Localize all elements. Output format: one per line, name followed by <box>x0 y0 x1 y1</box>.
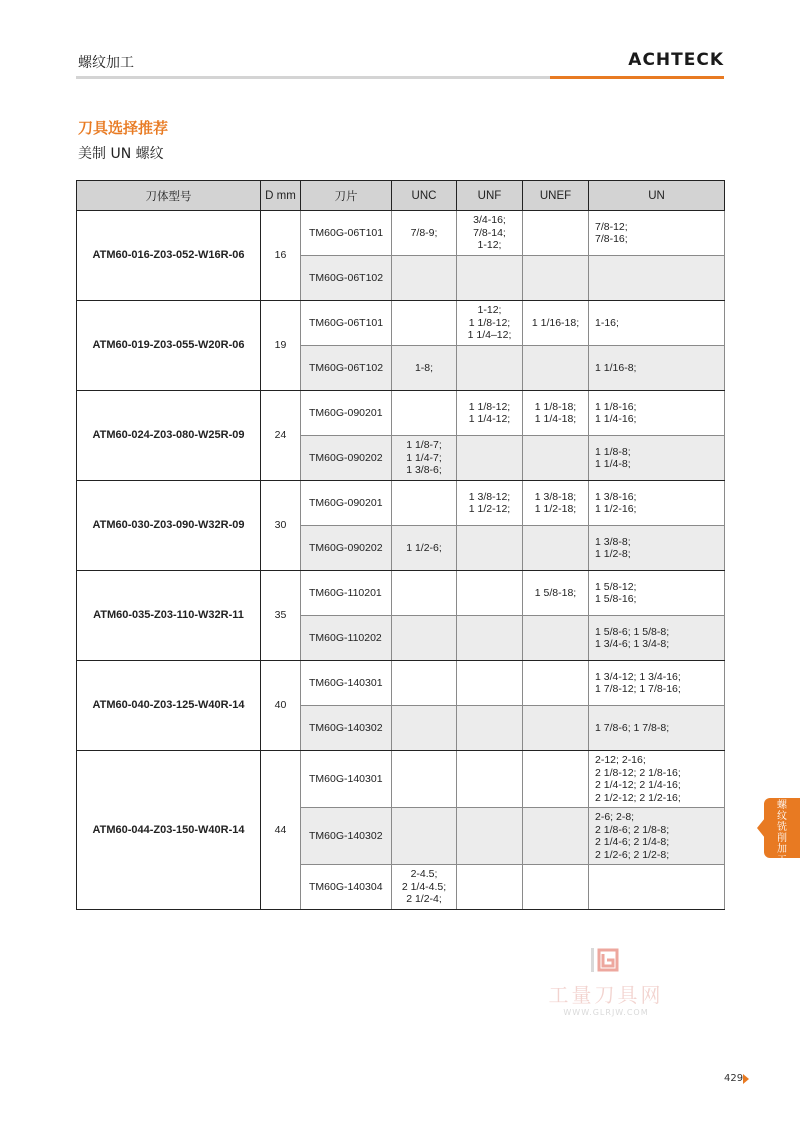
column-header: UN <box>589 181 725 211</box>
insert-model: TM60G-140301 <box>301 751 392 808</box>
page-arrow-icon <box>743 1074 749 1084</box>
un-thread-spec: 1 1/4-8; <box>595 458 631 470</box>
unef-cell <box>523 481 589 526</box>
side-tab-label: 螺纹铣削加工 <box>777 800 787 866</box>
section-title: 刀具选择推荐 <box>78 119 169 137</box>
unef-cell <box>523 571 589 616</box>
unc-thread-spec: 1 1/4-7; <box>406 451 442 464</box>
unef-cell <box>523 526 589 571</box>
table-header-row <box>77 181 725 211</box>
watermark-text: 工量刀具网 <box>548 983 664 1007</box>
unef-cell <box>523 256 589 301</box>
insert-model: TM60G-140302 <box>301 706 392 751</box>
un-thread-spec: 2 1/8-12; 2 1/8-16; <box>595 766 681 779</box>
diameter-mm: 24 <box>261 391 301 481</box>
unf-cell <box>457 256 523 301</box>
unef-cell <box>523 391 589 436</box>
unef-thread-spec: 1 1/8-18; <box>534 400 577 413</box>
un-thread-spec: 7/8-16; <box>595 233 628 245</box>
tool-body-model: ATM60-035-Z03-110-W32R-11 <box>77 571 261 661</box>
unef-cell <box>523 661 589 706</box>
watermark-logo-icon <box>587 945 625 975</box>
unf-cell <box>457 301 523 346</box>
un-thread-spec: 1 3/4-12; 1 3/4-16; <box>595 670 681 683</box>
unf-cell <box>457 481 523 526</box>
insert-model: TM60G-06T102 <box>301 346 392 391</box>
unc-thread-spec: 7/8-9; <box>410 226 438 239</box>
unef-cell <box>523 616 589 661</box>
unf-thread-spec: 1 3/8-12; <box>468 490 511 503</box>
unc-cell <box>392 751 457 808</box>
diameter-mm: 30 <box>261 481 301 571</box>
unf-cell <box>457 391 523 436</box>
unf-cell <box>457 706 523 751</box>
un-thread-spec: 2 1/4-6; 2 1/4-8; <box>595 836 670 848</box>
brand-logo: ACHTECK <box>628 50 724 70</box>
un-thread-spec: 1 7/8-12; 1 7/8-16; <box>595 683 681 695</box>
insert-model: TM60G-110202 <box>301 616 392 661</box>
unc-cell <box>392 436 457 481</box>
page-number: 429 <box>724 1073 744 1084</box>
insert-model: TM60G-06T101 <box>301 211 392 256</box>
un-thread-spec: 2 1/4-12; 2 1/4-16; <box>595 779 681 791</box>
unf-cell <box>457 571 523 616</box>
un-cell <box>589 616 725 661</box>
un-thread-spec: 2 1/2-6; 2 1/2-8; <box>595 848 670 861</box>
unf-thread-spec: 1-12; <box>477 304 502 317</box>
header-rule-gray <box>76 76 551 79</box>
section-subtitle: 美制 UN 螺纹 <box>78 146 164 162</box>
unc-cell <box>392 481 457 526</box>
unf-cell <box>457 526 523 571</box>
unc-thread-spec: 1-8; <box>414 361 434 374</box>
unf-thread-spec: 1 1/2-12; <box>468 503 511 515</box>
unc-cell <box>392 346 457 391</box>
un-cell <box>589 751 725 808</box>
unef-cell <box>523 211 589 256</box>
unf-cell <box>457 661 523 706</box>
diameter-mm: 44 <box>261 751 301 910</box>
unc-thread-spec: 2-4.5; <box>410 868 438 881</box>
unc-cell <box>392 211 457 256</box>
unef-cell <box>523 808 589 865</box>
un-cell <box>589 301 725 346</box>
unc-thread-spec: 2 1/2-4; <box>406 893 442 906</box>
unef-cell <box>523 346 589 391</box>
diameter-mm: 19 <box>261 301 301 391</box>
tool-body-model: ATM60-030-Z03-090-W32R-09 <box>77 481 261 571</box>
insert-model: TM60G-140304 <box>301 865 392 910</box>
un-cell <box>589 481 725 526</box>
column-header: 刀片 <box>301 181 392 211</box>
un-thread-spec: 2-6; 2-8; <box>595 811 635 823</box>
unef-cell <box>523 301 589 346</box>
table-row <box>77 661 725 706</box>
unc-cell <box>392 256 457 301</box>
unf-cell <box>457 436 523 481</box>
watermark-url: WWW.GLRJW.COM <box>563 1008 649 1017</box>
un-cell <box>589 865 725 910</box>
table-row <box>77 301 725 346</box>
unc-cell <box>392 865 457 910</box>
unef-thread-spec: 1 1/16-18; <box>531 316 580 329</box>
column-header: UNEF <box>523 181 589 211</box>
unef-thread-spec: 1 5/8-18; <box>534 586 577 599</box>
un-cell <box>589 526 725 571</box>
un-thread-spec: 1 5/8-6; 1 5/8-8; <box>595 625 670 638</box>
unf-thread-spec: 1 1/8-12; <box>468 316 511 329</box>
diameter-mm: 40 <box>261 661 301 751</box>
unc-cell <box>392 526 457 571</box>
un-thread-spec: 1 7/8-6; 1 7/8-8; <box>595 721 670 734</box>
table-body <box>77 211 725 910</box>
diameter-mm: 16 <box>261 211 301 301</box>
insert-model: TM60G-090202 <box>301 436 392 481</box>
un-thread-spec: 1 5/8-12; <box>595 580 637 593</box>
tool-selection-table <box>76 180 725 910</box>
un-thread-spec: 1 1/8-16; <box>595 400 637 413</box>
unc-thread-spec: 1 1/2-6; <box>406 541 442 554</box>
insert-model: TM60G-090201 <box>301 391 392 436</box>
unf-cell <box>457 346 523 391</box>
tool-body-model: ATM60-019-Z03-055-W20R-06 <box>77 301 261 391</box>
unf-thread-spec: 1 1/4–12; <box>467 329 512 342</box>
table-row <box>77 571 725 616</box>
un-cell <box>589 436 725 481</box>
unf-thread-spec: 1 1/8-12; <box>468 400 511 413</box>
un-thread-spec: 2-12; 2-16; <box>595 754 646 766</box>
un-thread-spec: 1 1/2-16; <box>595 503 637 515</box>
un-thread-spec: 1-16; <box>595 316 619 329</box>
unef-cell <box>523 706 589 751</box>
table-row <box>77 481 725 526</box>
insert-model: TM60G-140301 <box>301 661 392 706</box>
column-header: UNC <box>392 181 457 211</box>
unf-cell <box>457 808 523 865</box>
unc-cell <box>392 706 457 751</box>
un-thread-spec: 7/8-12; <box>595 220 628 233</box>
unc-cell <box>392 808 457 865</box>
table-row <box>77 391 725 436</box>
unc-thread-spec: 1 3/8-6; <box>406 464 442 477</box>
tool-body-model: ATM60-016-Z03-052-W16R-06 <box>77 211 261 301</box>
insert-model: TM60G-090201 <box>301 481 392 526</box>
insert-model: TM60G-06T101 <box>301 301 392 346</box>
column-header: UNF <box>457 181 523 211</box>
insert-model: TM60G-06T102 <box>301 256 392 301</box>
header-section-title: 螺纹加工 <box>78 55 134 71</box>
un-cell <box>589 346 725 391</box>
un-cell <box>589 661 725 706</box>
unc-cell <box>392 391 457 436</box>
unc-thread-spec: 2 1/4-4.5; <box>401 880 447 893</box>
unf-thread-spec: 7/8-14; <box>473 226 506 239</box>
unc-cell <box>392 661 457 706</box>
unf-thread-spec: 3/4-16; <box>473 214 506 227</box>
table-row <box>77 751 725 808</box>
tool-body-model: ATM60-044-Z03-150-W40R-14 <box>77 751 261 910</box>
header-rule-orange <box>550 76 724 79</box>
watermark <box>536 945 676 1017</box>
un-cell <box>589 391 725 436</box>
table-row <box>77 211 725 256</box>
unc-thread-spec: 1 1/8-7; <box>406 439 442 452</box>
un-thread-spec: 1 1/16-8; <box>595 361 637 374</box>
unf-thread-spec: 1-12; <box>477 239 502 252</box>
unc-cell <box>392 301 457 346</box>
un-thread-spec: 2 1/8-6; 2 1/8-8; <box>595 823 670 836</box>
un-thread-spec: 1 1/8-8; <box>595 445 631 458</box>
tool-body-model: ATM60-024-Z03-080-W25R-09 <box>77 391 261 481</box>
un-thread-spec: 1 1/2-8; <box>595 548 631 560</box>
un-cell <box>589 211 725 256</box>
un-thread-spec: 1 3/8-16; <box>595 490 637 503</box>
unef-cell <box>523 865 589 910</box>
un-thread-spec: 1 5/8-16; <box>595 593 637 605</box>
unef-thread-spec: 1 1/2-18; <box>534 503 577 515</box>
un-thread-spec: 2 1/2-12; 2 1/2-16; <box>595 791 681 804</box>
tool-body-model: ATM60-040-Z03-125-W40R-14 <box>77 661 261 751</box>
un-cell <box>589 256 725 301</box>
column-header: 刀体型号 <box>77 181 261 211</box>
insert-model: TM60G-140302 <box>301 808 392 865</box>
diameter-mm: 35 <box>261 571 301 661</box>
insert-model: TM60G-110201 <box>301 571 392 616</box>
unef-cell <box>523 436 589 481</box>
un-cell <box>589 706 725 751</box>
un-thread-spec: 1 1/4-16; <box>595 413 637 425</box>
unf-thread-spec: 1 1/4-12; <box>468 413 511 425</box>
un-cell <box>589 571 725 616</box>
unef-thread-spec: 1 3/8-18; <box>534 490 577 503</box>
un-thread-spec: 1 3/8-8; <box>595 535 631 548</box>
insert-model: TM60G-090202 <box>301 526 392 571</box>
column-header: D mm <box>261 181 301 211</box>
unc-cell <box>392 616 457 661</box>
unf-cell <box>457 616 523 661</box>
unf-cell <box>457 865 523 910</box>
unf-cell <box>457 751 523 808</box>
unef-cell <box>523 751 589 808</box>
unc-cell <box>392 571 457 616</box>
un-cell <box>589 808 725 865</box>
unef-thread-spec: 1 1/4-18; <box>534 413 577 425</box>
un-thread-spec: 1 3/4-6; 1 3/4-8; <box>595 638 670 650</box>
unf-cell <box>457 211 523 256</box>
